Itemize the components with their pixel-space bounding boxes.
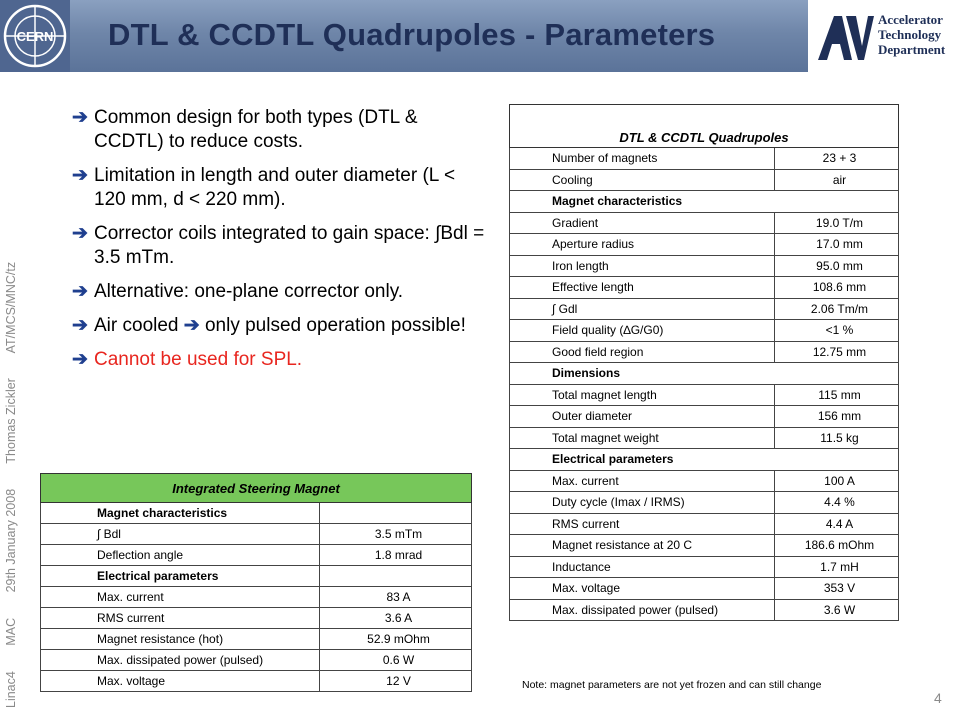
parameter-value xyxy=(320,566,472,587)
parameter-value: 156 mm xyxy=(775,406,899,428)
parameter-label: Good field region xyxy=(510,341,775,363)
parameter-value: 23 + 3 xyxy=(775,148,899,170)
parameter-label: ∫ Gdl xyxy=(510,298,775,320)
parameter-value: 1.7 mH xyxy=(775,556,899,578)
table-row xyxy=(510,234,899,256)
bullet-list xyxy=(72,106,492,382)
table-row xyxy=(41,545,472,566)
parameter-value: 52.9 mOhm xyxy=(320,629,472,650)
arrow-icon: ➔ xyxy=(72,223,88,244)
parameter-value: 1.8 mrad xyxy=(320,545,472,566)
parameter-label: Iron length xyxy=(510,255,775,277)
table-row xyxy=(41,671,472,692)
table-row xyxy=(510,578,899,600)
parameter-value xyxy=(320,503,472,524)
table-row xyxy=(510,277,899,299)
table-row xyxy=(510,191,899,213)
section-header: Magnet characteristics xyxy=(510,191,899,213)
bullet-item: ➔ Corrector coils integrated to gain space: ∫Bdl = 3.5 mTm. xyxy=(72,223,485,268)
table-row xyxy=(510,406,899,428)
table-title: Integrated Steering Magnet xyxy=(41,474,472,503)
table-row xyxy=(510,212,899,234)
parameter-label: Max. voltage xyxy=(41,671,320,692)
section-header: Magnet characteristics xyxy=(41,503,320,524)
table-row xyxy=(510,169,899,191)
parameter-label: Max. dissipated power (pulsed) xyxy=(41,650,320,671)
parameter-label: Number of magnets xyxy=(510,148,775,170)
parameter-value: 186.6 mOhm xyxy=(775,535,899,557)
parameter-value: 3.6 W xyxy=(775,599,899,621)
parameter-value: 17.0 mm xyxy=(775,234,899,256)
department-logo xyxy=(808,0,960,72)
table-row xyxy=(510,148,899,170)
parameter-label: Total magnet weight xyxy=(510,427,775,449)
at-logo-icon xyxy=(812,0,874,72)
parameter-label: Duty cycle (Imax / IRMS) xyxy=(510,492,775,514)
parameter-label: Deflection angle xyxy=(41,545,320,566)
department-line: Accelerator xyxy=(878,12,943,27)
quadrupole-table xyxy=(509,104,899,621)
section-header: Electrical parameters xyxy=(510,449,899,471)
parameter-label: Aperture radius xyxy=(510,234,775,256)
bullet-item: ➔ Limitation in length and outer diameter (L < 120 mm, d < 220 mm). xyxy=(72,165,456,210)
parameter-value: 3.5 mTm xyxy=(320,524,472,545)
table-row xyxy=(510,513,899,535)
page-number: 4 xyxy=(934,690,942,706)
parameter-value: 353 V xyxy=(775,578,899,600)
parameter-label: Magnet resistance at 20 C xyxy=(510,535,775,557)
parameter-label: Max. dissipated power (pulsed) xyxy=(510,599,775,621)
table-row xyxy=(41,608,472,629)
sidebar-reference: AT/MCS/MNC/tz xyxy=(4,261,18,354)
table-row xyxy=(510,492,899,514)
parameter-value: 4.4 % xyxy=(775,492,899,514)
table-row xyxy=(510,535,899,557)
table-row xyxy=(41,566,472,587)
bullet-item: ➔ Common design for both types (DTL & CCDTL) to reduce costs. xyxy=(72,107,418,152)
sidebar-meeting: MAC xyxy=(4,617,18,646)
parameter-label: RMS current xyxy=(41,608,320,629)
arrow-icon: ➔ xyxy=(72,165,88,186)
table-row xyxy=(41,503,472,524)
table-row xyxy=(41,524,472,545)
parameter-label: Magnet resistance (hot) xyxy=(41,629,320,650)
department-name xyxy=(878,12,945,57)
parameter-value: 108.6 mm xyxy=(775,277,899,299)
parameter-value: 3.6 A xyxy=(320,608,472,629)
table-row xyxy=(510,427,899,449)
parameter-label: Max. current xyxy=(510,470,775,492)
department-line: Department xyxy=(878,42,946,57)
cern-logo-text: CERN xyxy=(16,29,54,44)
sidebar-date: 29th January 2008 xyxy=(4,488,18,593)
steering-magnet-table xyxy=(40,473,472,692)
parameter-value: 95.0 mm xyxy=(775,255,899,277)
parameter-value: 83 A xyxy=(320,587,472,608)
table-row xyxy=(41,587,472,608)
department-line: Technology xyxy=(878,27,942,42)
parameter-label: Cooling xyxy=(510,169,775,191)
table-title: DTL & CCDTL Quadrupoles xyxy=(510,105,899,148)
table-row xyxy=(510,556,899,578)
arrow-icon: ➔ xyxy=(72,107,88,128)
table-row xyxy=(510,599,899,621)
page-title: DTL & CCDTL Quadrupoles - Parameters xyxy=(108,17,716,52)
sidebar-project: Linac4 xyxy=(4,671,18,708)
parameter-label: ∫ Bdl xyxy=(41,524,320,545)
parameter-value: 4.4 A xyxy=(775,513,899,535)
parameter-value: 12.75 mm xyxy=(775,341,899,363)
cern-logo-icon xyxy=(0,0,70,72)
parameter-value: <1 % xyxy=(775,320,899,342)
table-row xyxy=(41,629,472,650)
parameter-label: Max. voltage xyxy=(510,578,775,600)
parameter-label: Field quality (∆G/G0) xyxy=(510,320,775,342)
arrow-icon: ➔ xyxy=(72,349,88,370)
parameter-value: 115 mm xyxy=(775,384,899,406)
section-header: Electrical parameters xyxy=(41,566,320,587)
arrow-icon: ➔ xyxy=(72,281,88,302)
bullet-item: ➔ Cannot be used for SPL. xyxy=(72,349,303,370)
table-row xyxy=(510,320,899,342)
table-row xyxy=(510,449,899,471)
parameter-value: 12 V xyxy=(320,671,472,692)
parameter-value: 19.0 T/m xyxy=(775,212,899,234)
table-row xyxy=(510,341,899,363)
parameter-label: Total magnet length xyxy=(510,384,775,406)
note-text: Note: magnet parameters are not yet frozen and can still change xyxy=(522,679,822,691)
parameter-label: Gradient xyxy=(510,212,775,234)
header-bar xyxy=(0,0,960,72)
bullet-item: ➔ Alternative: one-plane corrector only. xyxy=(72,281,404,302)
arrow-icon: ➔ xyxy=(72,315,88,336)
sidebar-footer-text xyxy=(4,68,24,708)
table-row xyxy=(510,384,899,406)
arrow-icon: ➔ xyxy=(183,315,200,336)
parameter-label: Effective length xyxy=(510,277,775,299)
bullet-item: ➔ Air cooled ➔ only pulsed operation possible! xyxy=(72,315,466,336)
parameter-value: 0.6 W xyxy=(320,650,472,671)
parameter-value: 2.06 Tm/m xyxy=(775,298,899,320)
table-row xyxy=(510,298,899,320)
table-row xyxy=(510,470,899,492)
table-row xyxy=(510,255,899,277)
parameter-value: air xyxy=(775,169,899,191)
sidebar-author: Thomas Zickler xyxy=(4,378,18,464)
table-row xyxy=(510,363,899,385)
cern-logo xyxy=(0,0,70,72)
section-header: Dimensions xyxy=(510,363,899,385)
parameter-value: 11.5 kg xyxy=(775,427,899,449)
parameter-label: Inductance xyxy=(510,556,775,578)
table-row xyxy=(41,650,472,671)
parameter-value: 100 A xyxy=(775,470,899,492)
parameter-label: Outer diameter xyxy=(510,406,775,428)
parameter-label: RMS current xyxy=(510,513,775,535)
parameter-label: Max. current xyxy=(41,587,320,608)
